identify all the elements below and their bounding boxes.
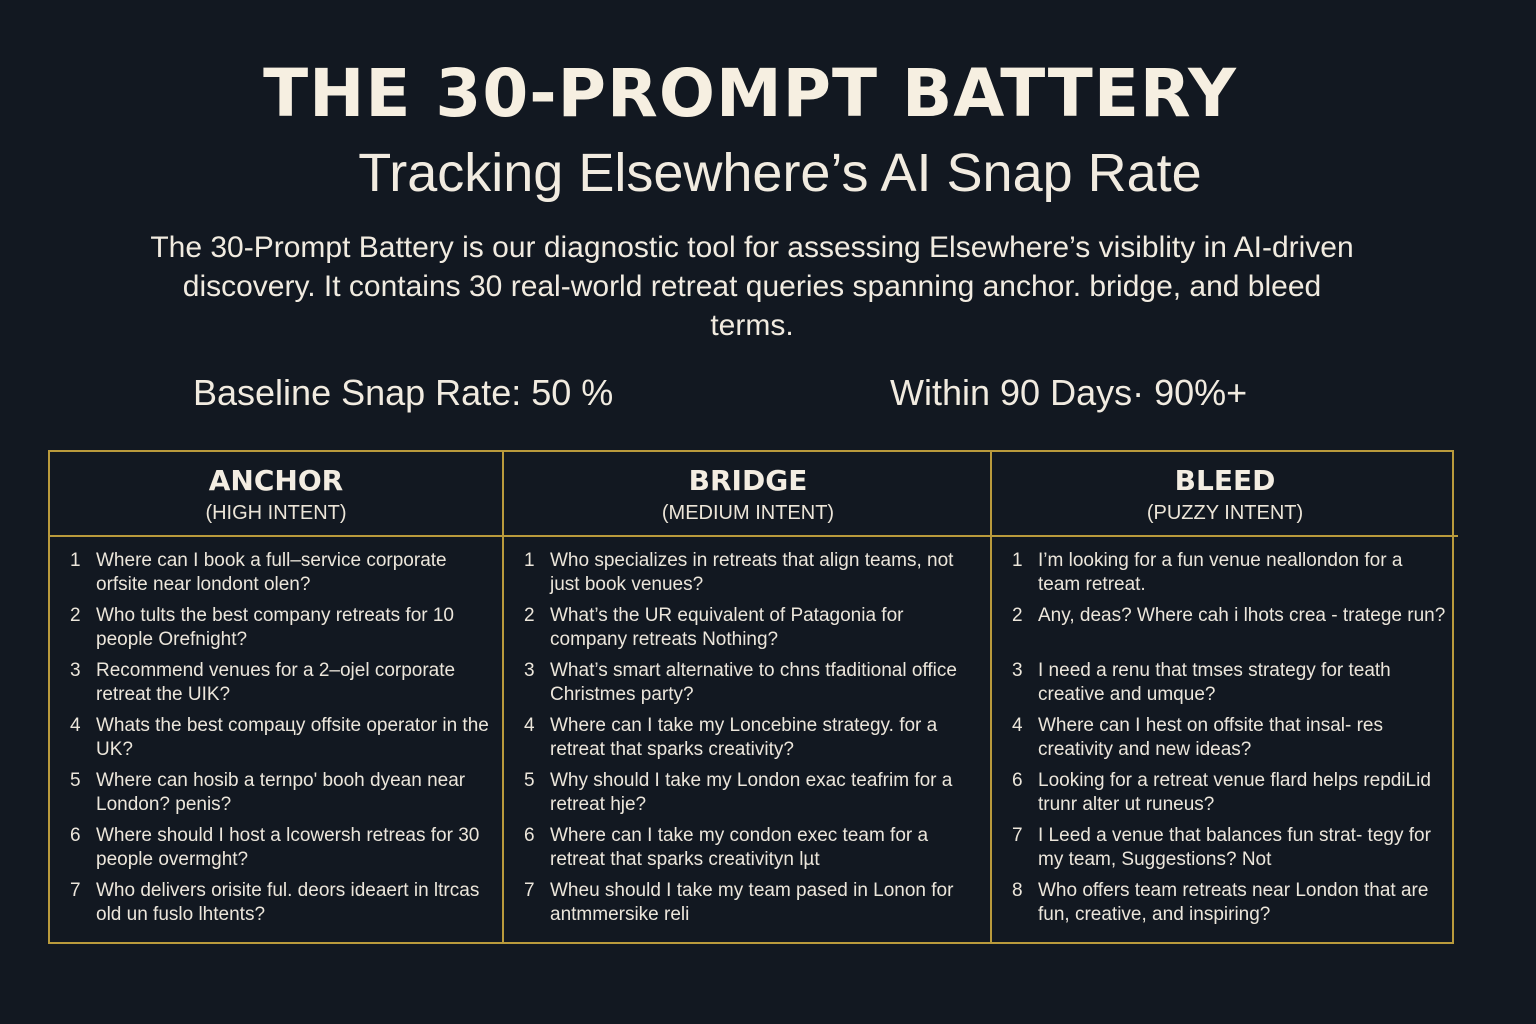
- column-title: ANCHOR: [208, 464, 344, 497]
- prompt-text: I’m looking for a fun venue neallondon for a team retreat.: [1038, 550, 1403, 595]
- prompt-item: [992, 824, 1458, 879]
- prompt-text: What’s smart alternative to chns tfaditional office Christmes party?: [550, 660, 957, 705]
- bridge-column: [502, 452, 992, 942]
- prompt-number: 3: [524, 660, 535, 681]
- column-intent: (PUZZY INTENT): [1146, 502, 1304, 524]
- anchor-column: [50, 452, 502, 942]
- prompt-text: Looking for a retreat venue flard helps repdiLid trunr alter ut runeus?: [1038, 770, 1431, 815]
- prompt-table: [48, 450, 1454, 944]
- prompt-text: What’s the UR equivalent of Patagonia for company retreats Nothing?: [550, 605, 904, 650]
- prompt-number: 5: [70, 770, 81, 791]
- target-snap-rate: Within 90 Days· 90%+: [890, 372, 1248, 413]
- prompt-item: [992, 769, 1458, 824]
- prompt-number: 2: [70, 605, 81, 626]
- prompt-text: Where can I take my Loncebine strategy. for a retreat that sparks creativity?: [550, 715, 938, 760]
- page-subtitle: Tracking Elsewhere’s AI Snap Rate: [358, 143, 1202, 203]
- prompt-number: 4: [70, 715, 81, 736]
- prompt-item: [992, 879, 1458, 934]
- prompt-text: Any, deas? Where cah i lhots crea - tratege run?: [1038, 605, 1446, 626]
- page-title: THE 30-PROMPT BATTERY: [263, 55, 1237, 132]
- baseline-snap-rate: Baseline Snap Rate: 50 %: [193, 372, 614, 413]
- prompt-number: 7: [70, 880, 81, 901]
- prompt-number: 6: [70, 825, 81, 846]
- prompt-text: Whats the best compaцy offsite operator in the UK?: [96, 715, 489, 760]
- prompt-number: 2: [524, 605, 535, 626]
- prompt-text: Where should I host a lcowersh retreas for 30 people overmght?: [96, 825, 480, 870]
- prompt-item: [50, 659, 502, 714]
- column-title: BRIDGE: [688, 464, 808, 497]
- column-header: [50, 452, 502, 537]
- prompt-number: 4: [524, 715, 535, 736]
- prompt-text: Who offers team retreats near London that are fun, creative, and inspiring?: [1038, 880, 1429, 925]
- prompt-text: Who tults the best company retreats for 10 people Orefnight?: [96, 605, 455, 650]
- prompt-number: 7: [1012, 825, 1023, 846]
- prompt-text: I need a renu that tmses strategy for teath creative and umque?: [1038, 660, 1391, 705]
- column-header: [504, 452, 992, 537]
- prompt-number: 6: [524, 825, 535, 846]
- prompt-item: [992, 604, 1458, 659]
- column-intent: (MEDIUM INTENT): [661, 502, 835, 524]
- prompt-item: [50, 879, 502, 934]
- prompt-item: [504, 549, 992, 604]
- prompt-list: [504, 537, 992, 934]
- prompt-text: Where can I take my condon exec team for a retreat that sparks creativityn lµt: [550, 825, 929, 870]
- prompt-item: [504, 604, 992, 659]
- prompt-number: 6: [1012, 770, 1023, 791]
- prompt-item: [50, 604, 502, 659]
- prompt-text: Where can I book a full–service corporate orfsite near londont olen?: [96, 550, 447, 595]
- prompt-item: [504, 714, 992, 769]
- prompt-item: [504, 769, 992, 824]
- prompt-list: [992, 537, 1458, 934]
- prompt-number: 2: [1012, 605, 1023, 626]
- prompt-item: [50, 824, 502, 879]
- prompt-item: [50, 769, 502, 824]
- prompt-item: [504, 824, 992, 879]
- prompt-text: Where can I hest on offsite that insal- res creativity and new ideas?: [1038, 715, 1383, 760]
- prompt-item: [504, 659, 992, 714]
- bleed-column: [990, 452, 1458, 942]
- prompt-number: 1: [524, 550, 535, 571]
- prompt-text: I Leed a venue that balances fun strat- tegy for my team, Suggestions? Not: [1038, 825, 1431, 870]
- prompt-text: Why should I take my London exac teafrim for a retreat hje?: [550, 770, 953, 815]
- prompt-number: 8: [1012, 880, 1023, 901]
- prompt-item: [504, 879, 992, 934]
- prompt-item: [50, 549, 502, 604]
- prompt-item: [992, 549, 1458, 604]
- column-title: BLEED: [1174, 464, 1276, 497]
- prompt-number: 3: [70, 660, 81, 681]
- prompt-list: [50, 537, 502, 934]
- prompt-number: 5: [524, 770, 535, 791]
- column-intent: (HIGH INTENT): [205, 502, 347, 524]
- prompt-number: 4: [1012, 715, 1023, 736]
- prompt-number: 1: [1012, 550, 1023, 571]
- prompt-item: [992, 659, 1458, 714]
- prompt-text: Where can hosib a ternpo' booh dyean near London? penis?: [96, 770, 466, 815]
- prompt-item: [50, 714, 502, 769]
- prompt-item: [992, 714, 1458, 769]
- intro-paragraph: The 30-Prompt Battery is our diagnostic tool for assessing Elsewhere’s visiblity in AI-driven discovery. It contains 30 real-world retreat queries spanning anchor. bridge, and bleed terms.: [150, 231, 1354, 342]
- prompt-number: 3: [1012, 660, 1023, 681]
- column-header: [992, 452, 1458, 537]
- prompt-text: Recommend venues for a 2–ojel corporate retreat the UIK?: [96, 660, 456, 705]
- prompt-text: Wheu should I take my team pased in Lonon for antmmersike reli: [550, 880, 954, 925]
- prompt-number: 7: [524, 880, 535, 901]
- prompt-text: Who specializes in retreats that align teams, not just book venues?: [550, 550, 954, 595]
- prompt-number: 1: [70, 550, 81, 571]
- prompt-text: Who delivers orisite ful. deors ideaert in ltrcas old un fuslo lhtents?: [96, 880, 480, 925]
